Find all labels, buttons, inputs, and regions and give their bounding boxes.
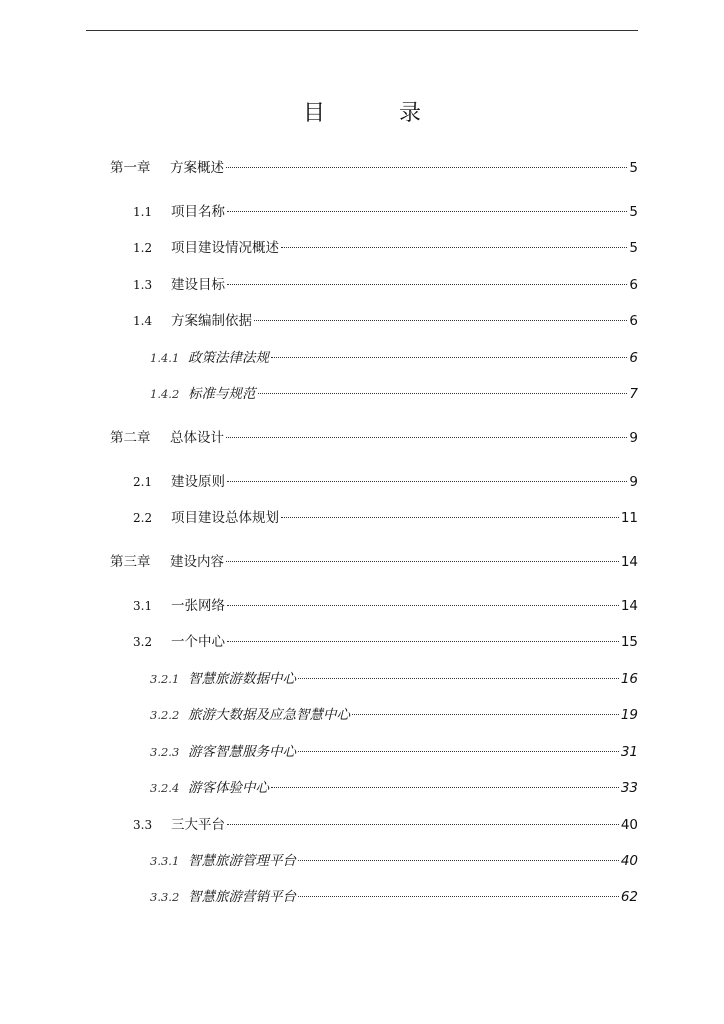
toc-entry-page-number: 14: [620, 598, 638, 614]
toc-entry[interactable]: [150, 887, 638, 907]
toc-dot-leader: [227, 823, 619, 825]
toc-entry-number: 3.1: [133, 599, 153, 613]
toc-entry-page-number: 62: [620, 889, 638, 905]
toc-entry-label: 项目建设情况概述: [171, 240, 279, 256]
toc-entry-page-number: 19: [620, 707, 638, 723]
toc-entry-page-number: 14: [620, 554, 638, 570]
toc-entry[interactable]: [150, 348, 638, 368]
toc-entry-number: 3.2.1: [150, 672, 180, 686]
toc-entry-page-number: 6: [629, 277, 638, 293]
toc-entry-number: 1.1: [133, 205, 153, 219]
toc-entry-page-number: 33: [620, 780, 638, 796]
toc-entry-number: 2.2: [133, 511, 153, 525]
toc-dot-leader: [226, 560, 619, 562]
toc-entry-label: 方案编制依据: [171, 313, 252, 329]
toc-dot-leader: [227, 480, 627, 482]
toc-dot-leader: [227, 210, 627, 212]
toc-entry-page-number: 6: [629, 350, 638, 366]
toc-entry[interactable]: [150, 705, 638, 725]
toc-entry[interactable]: [133, 275, 638, 295]
toc-entry-label: 总体设计: [170, 430, 224, 446]
toc-entry-number: 1.2: [133, 241, 153, 255]
toc-entry-number: 1.4.1: [150, 351, 180, 365]
toc-dot-leader: [226, 436, 627, 438]
toc-dot-leader: [258, 392, 628, 394]
toc-entry[interactable]: [133, 632, 638, 652]
toc-dot-leader: [226, 166, 627, 168]
toc-dot-leader: [271, 356, 627, 358]
toc-entry[interactable]: [133, 311, 638, 331]
toc-entry-number: 1.4: [133, 314, 153, 328]
toc-entry[interactable]: [133, 815, 638, 835]
toc-entry-label: 方案概述: [170, 160, 224, 176]
toc-dot-leader: [227, 640, 619, 642]
toc-entry[interactable]: [133, 596, 638, 616]
toc-entry[interactable]: [110, 158, 638, 178]
toc-entry[interactable]: [133, 508, 638, 528]
toc-dot-leader: [254, 319, 627, 321]
toc-entry[interactable]: [150, 778, 638, 798]
toc-entry-number: 第二章: [110, 430, 151, 446]
toc-entry[interactable]: [150, 384, 638, 404]
toc-entry-label: 智慧旅游数据中心: [188, 671, 296, 687]
toc-entry-label: 智慧旅游营销平台: [188, 889, 296, 905]
toc-entry[interactable]: [110, 428, 638, 448]
toc-entry-number: 3.2.3: [150, 745, 180, 759]
toc-entry-page-number: 7: [629, 386, 638, 402]
toc-dot-leader: [352, 713, 619, 715]
toc-entry-number: 1.4.2: [150, 387, 180, 401]
toc-entry-number: 1.3: [133, 278, 153, 292]
toc-entry-page-number: 40: [620, 853, 638, 869]
toc-entry-page-number: 11: [620, 510, 638, 526]
toc-entry[interactable]: [150, 742, 638, 762]
toc-entry-label: 建设目标: [171, 277, 225, 293]
toc-entry-number: 3.3.2: [150, 890, 180, 904]
toc-entry-page-number: 15: [620, 634, 638, 650]
toc-entry-page-number: 5: [629, 240, 638, 256]
toc-entry-label: 游客智慧服务中心: [188, 744, 296, 760]
toc-dot-leader: [298, 859, 619, 861]
toc-entry-page-number: 5: [629, 204, 638, 220]
toc-dot-leader: [281, 246, 627, 248]
toc-entry-label: 建设内容: [170, 554, 224, 570]
toc-dot-leader: [271, 786, 619, 788]
toc-entry-number: 3.2.4: [150, 781, 180, 795]
toc-entry-label: 建设原则: [171, 474, 225, 490]
toc-entry-page-number: 9: [629, 430, 638, 446]
toc-entry-number: 3.2.2: [150, 708, 180, 722]
header-rule: [86, 30, 638, 31]
toc-entry-number: 第三章: [110, 554, 151, 570]
toc-entry-label: 一张网络: [171, 598, 225, 614]
toc-entry-number: 2.1: [133, 475, 153, 489]
toc-entry-page-number: 40: [620, 817, 638, 833]
toc-entry-page-number: 9: [629, 474, 638, 490]
toc-entry[interactable]: [150, 669, 638, 689]
toc-dot-leader: [298, 677, 619, 679]
toc-entry-label: 项目建设总体规划: [171, 510, 279, 526]
toc-dot-leader: [298, 895, 619, 897]
toc-entry[interactable]: [150, 851, 638, 871]
toc-dot-leader: [281, 516, 619, 518]
toc-entry-label: 政策法律法规: [188, 350, 269, 366]
toc-entry-page-number: 31: [620, 744, 638, 760]
toc-dot-leader: [298, 750, 619, 752]
toc-entry-label: 一个中心: [171, 634, 225, 650]
toc-title: 目 录: [302, 101, 447, 126]
toc-entry[interactable]: [133, 472, 638, 492]
toc-entry-label: 标准与规范: [188, 386, 256, 402]
toc-entry-number: 3.3.1: [150, 854, 180, 868]
toc-entry-page-number: 5: [629, 160, 638, 176]
toc-entry[interactable]: [133, 202, 638, 222]
toc-entry-label: 智慧旅游管理平台: [188, 853, 296, 869]
toc-entry-number: 3.3: [133, 818, 153, 832]
toc-dot-leader: [227, 283, 627, 285]
toc-entry-number: 第一章: [110, 160, 151, 176]
toc-entry-label: 三大平台: [171, 817, 225, 833]
toc-entry[interactable]: [133, 238, 638, 258]
toc-entry-page-number: 6: [629, 313, 638, 329]
toc-dot-leader: [227, 604, 619, 606]
toc-entry-number: 3.2: [133, 635, 153, 649]
toc-entry[interactable]: [110, 552, 638, 572]
toc-entry-label: 项目名称: [171, 204, 225, 220]
toc-entry-page-number: 16: [620, 671, 638, 687]
toc-entry-label: 旅游大数据及应急智慧中心: [188, 707, 350, 723]
toc-entry-label: 游客体验中心: [188, 780, 269, 796]
